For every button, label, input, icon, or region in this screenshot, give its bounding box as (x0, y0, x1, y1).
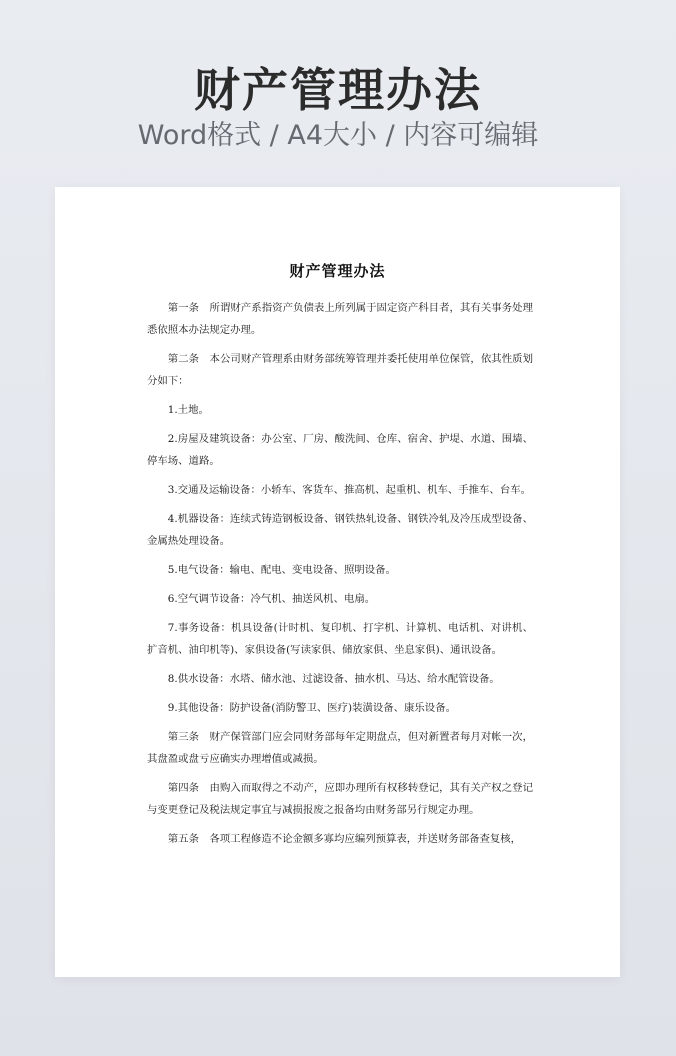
list-item-electrical: 5.电气设备：输电、配电、变电设备、照明设备。 (167, 564, 396, 576)
page-subtitle: Word格式 / A4大小 / 内容可编辑 (137, 120, 539, 151)
article-3-paragraph: 第三条 财产保管部门应会同财务部每年定期盘点，但对新置者每月对帐一次，其盘盈或盘亏应确实办理增值或减损。 (147, 731, 533, 765)
list-item-land: 1.土地。 (167, 404, 209, 416)
article-4-paragraph: 第四条 由购入而取得之不动产，应即办理所有权移转登记，其有关产权之登记与变更登记及税法规定事宜与减损报废之报备均由财务部另行规定办理。 (147, 782, 533, 816)
list-item-other: 9.其他设备：防护设备(消防警卫、医疗)装潢设备、康乐设备。 (167, 702, 456, 714)
document-title: 财产管理办法 (289, 262, 386, 280)
article-5-paragraph: 第五条 各项工程修造不论金额多寡均应编列预算表，并送财务部备查复核， (167, 833, 522, 845)
list-item-office-equipment: 7.事务设备：机具设备(计时机、复印机、打字机、计算机、电话机、对讲机、扩音机、油印机等)、家俱设备(写读家俱、储放家俱、坐息家俱)、通讯设备。 (147, 622, 533, 656)
list-item-buildings: 2.房屋及建筑设备：办公室、厂房、酸洗间、仓库、宿舍、护堤、水道、围墙、停车场、道路。 (147, 433, 533, 467)
document-body (147, 297, 533, 857)
list-item-water-supply: 8.供水设备：水塔、储水池、过滤设备、抽水机、马达、给水配管设备。 (167, 673, 500, 685)
list-item-air-conditioning: 6.空气调节设备：冷气机、抽送风机、电扇。 (167, 593, 376, 605)
page-title: 财产管理办法 (194, 63, 482, 117)
article-2-paragraph: 第二条 本公司财产管理系由财务部统筹管理并委托使用单位保管，依其性质划分如下： (147, 353, 533, 387)
article-1-paragraph: 第一条 所谓财产系指资产负债表上所列属于固定资产科目者，其有关事务处理悉依照本办法规定办理。 (147, 302, 533, 336)
list-item-transport: 3.交通及运输设备：小轿车、客货车、推高机、起重机、机车、手推车、台车。 (167, 484, 531, 496)
list-item-machinery: 4.机器设备：连续式铸造钢板设备、钢铁热轧设备、钢铁冷轧及冷压成型设备、金属热处理设备。 (147, 513, 533, 547)
document-page (55, 187, 620, 977)
